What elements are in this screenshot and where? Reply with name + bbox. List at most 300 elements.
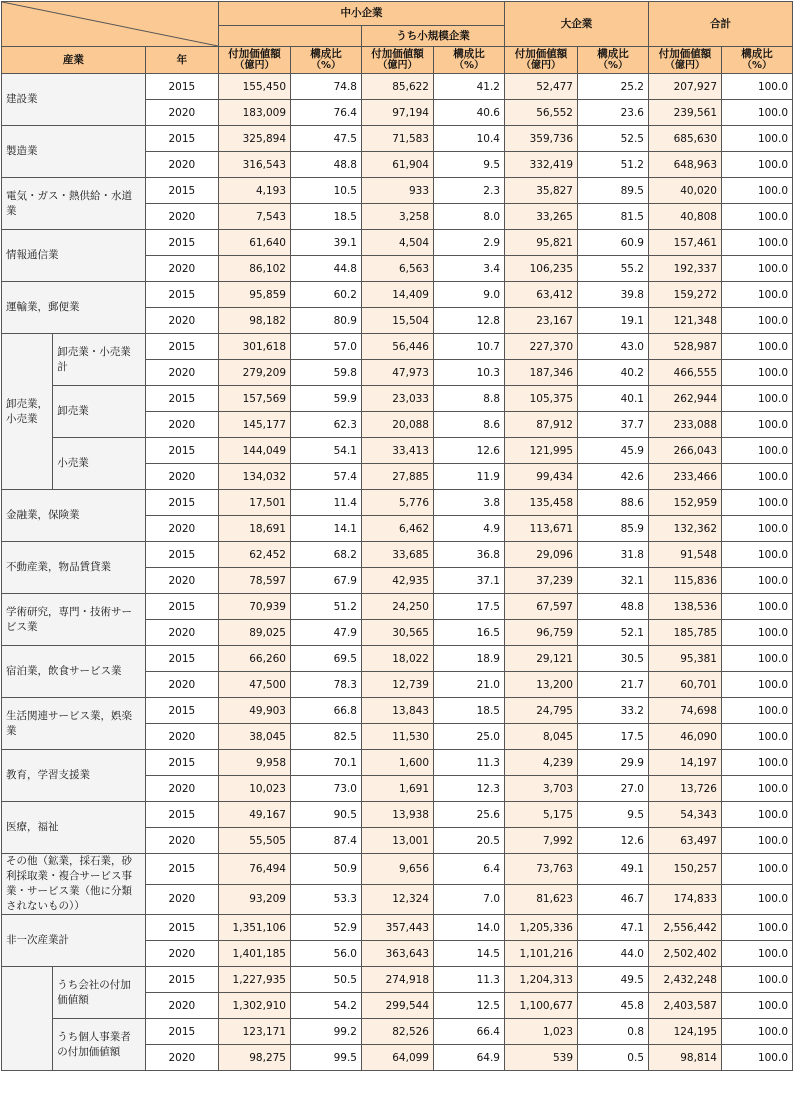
value-cell: 56,552 [505, 100, 578, 126]
industry-label: 教育，学習支援業 [2, 750, 146, 802]
value-cell: 54.1 [291, 438, 362, 464]
table-row [2, 698, 793, 724]
value-cell: 25.0 [434, 724, 505, 750]
value-cell: 138,536 [649, 594, 722, 620]
value-cell: 37.7 [578, 412, 649, 438]
value-cell: 12.6 [578, 828, 649, 854]
small-header: うち小規模企業 [362, 25, 505, 46]
value-cell: 2.9 [434, 230, 505, 256]
value-cell: 100.0 [722, 282, 793, 308]
value-cell: 3.8 [434, 490, 505, 516]
value-cell: 100.0 [722, 334, 793, 360]
value-cell: 80.9 [291, 308, 362, 334]
industry-label: 非一次産業計 [2, 915, 146, 967]
value-cell: 61,640 [219, 230, 291, 256]
value-cell: 54,343 [649, 802, 722, 828]
value-cell: 40.6 [434, 100, 505, 126]
industry-header: 産業 [2, 47, 146, 74]
value-cell: 18,022 [362, 646, 434, 672]
value-cell: 466,555 [649, 360, 722, 386]
indent-spacer [2, 967, 53, 1071]
table-row [2, 178, 793, 204]
year-cell: 2015 [145, 438, 218, 464]
subindustry-label: 卸売業 [53, 386, 145, 438]
value-cell: 152,959 [649, 490, 722, 516]
year-cell: 2020 [145, 152, 218, 178]
value-cell: 47,500 [219, 672, 291, 698]
value-cell: 73.0 [291, 776, 362, 802]
year-cell: 2020 [145, 993, 218, 1019]
value-cell: 17.5 [434, 594, 505, 620]
value-cell: 40,020 [649, 178, 722, 204]
table-row [2, 802, 793, 828]
value-cell: 29,096 [505, 542, 578, 568]
value-cell: 36.8 [434, 542, 505, 568]
value-cell: 63,412 [505, 282, 578, 308]
year-header: 年 [145, 47, 218, 74]
value-cell: 157,569 [219, 386, 291, 412]
sme-header: 中小企業 [219, 2, 505, 26]
value-cell: 11,530 [362, 724, 434, 750]
value-cell: 113,671 [505, 516, 578, 542]
value-cell: 74,698 [649, 698, 722, 724]
value-cell: 91,548 [649, 542, 722, 568]
value-cell: 233,088 [649, 412, 722, 438]
value-cell: 56,446 [362, 334, 434, 360]
value-cell: 87.4 [291, 828, 362, 854]
value-cell: 10.4 [434, 126, 505, 152]
value-cell: 18,691 [219, 516, 291, 542]
value-cell: 12.3 [434, 776, 505, 802]
value-cell: 99,434 [505, 464, 578, 490]
year-cell: 2015 [145, 1019, 218, 1045]
year-cell: 2020 [145, 516, 218, 542]
value-cell: 6.4 [434, 854, 505, 885]
value-cell: 29.9 [578, 750, 649, 776]
value-cell: 99.5 [291, 1045, 362, 1071]
value-cell: 933 [362, 178, 434, 204]
value-cell: 144,049 [219, 438, 291, 464]
value-cell: 685,630 [649, 126, 722, 152]
value-cell: 18.9 [434, 646, 505, 672]
value-cell: 100.0 [722, 542, 793, 568]
value-cell: 50.9 [291, 854, 362, 885]
value-cell: 5,776 [362, 490, 434, 516]
table-row [2, 750, 793, 776]
table-row [2, 490, 793, 516]
value-cell: 51.2 [578, 152, 649, 178]
value-cell: 20,088 [362, 412, 434, 438]
value-cell: 1,227,935 [219, 967, 291, 993]
value-cell: 100.0 [722, 646, 793, 672]
value-cell: 39.1 [291, 230, 362, 256]
industry-label: 情報通信業 [2, 230, 146, 282]
value-cell: 363,643 [362, 941, 434, 967]
value-cell: 88.6 [578, 490, 649, 516]
sme-subheader-blank [219, 25, 362, 46]
table-row [2, 967, 793, 993]
value-cell: 100.0 [722, 854, 793, 885]
value-cell: 239,561 [649, 100, 722, 126]
value-cell: 66.4 [434, 1019, 505, 1045]
value-cell: 63,497 [649, 828, 722, 854]
value-cell: 95,859 [219, 282, 291, 308]
value-cell: 23.6 [578, 100, 649, 126]
value-cell: 10.5 [291, 178, 362, 204]
value-cell: 100.0 [722, 884, 793, 915]
value-cell: 17.5 [578, 724, 649, 750]
value-cell: 13,843 [362, 698, 434, 724]
year-cell: 2020 [145, 724, 218, 750]
value-cell: 67.9 [291, 568, 362, 594]
value-cell: 132,362 [649, 516, 722, 542]
value-cell: 8.0 [434, 204, 505, 230]
industry-label: 建設業 [2, 74, 146, 126]
year-cell: 2015 [145, 646, 218, 672]
year-cell: 2015 [145, 334, 218, 360]
table-row [2, 230, 793, 256]
value-cell: 61,904 [362, 152, 434, 178]
value-cell: 47,973 [362, 360, 434, 386]
table-row [2, 126, 793, 152]
value-cell: 52.5 [578, 126, 649, 152]
value-cell: 124,195 [649, 1019, 722, 1045]
value-cell: 100.0 [722, 178, 793, 204]
value-cell: 76,494 [219, 854, 291, 885]
industry-label: 不動産業，物品賃貸業 [2, 542, 146, 594]
value-cell: 56.0 [291, 941, 362, 967]
table-row [2, 594, 793, 620]
total-header: 合計 [649, 2, 793, 47]
value-cell: 100.0 [722, 802, 793, 828]
value-cell: 100.0 [722, 152, 793, 178]
value-cell: 64.9 [434, 1045, 505, 1071]
value-cell: 62,452 [219, 542, 291, 568]
year-cell: 2020 [145, 308, 218, 334]
value-cell: 38,045 [219, 724, 291, 750]
value-cell: 3,258 [362, 204, 434, 230]
value-cell: 98,182 [219, 308, 291, 334]
value-cell: 9.5 [434, 152, 505, 178]
table-row [2, 438, 793, 464]
value-cell: 12.8 [434, 308, 505, 334]
value-cell: 60.9 [578, 230, 649, 256]
value-cell: 4.9 [434, 516, 505, 542]
value-cell: 185,785 [649, 620, 722, 646]
value-cell: 69.5 [291, 646, 362, 672]
value-cell: 7.0 [434, 884, 505, 915]
value-cell: 2,432,248 [649, 967, 722, 993]
value-cell: 70,939 [219, 594, 291, 620]
value-cell: 0.5 [578, 1045, 649, 1071]
col-large-ratio: 構成比 （%） [578, 47, 649, 74]
value-cell: 100.0 [722, 230, 793, 256]
value-cell: 121,995 [505, 438, 578, 464]
value-cell: 648,963 [649, 152, 722, 178]
value-cell: 1,351,106 [219, 915, 291, 941]
value-cell: 100.0 [722, 915, 793, 941]
value-cell: 0.8 [578, 1019, 649, 1045]
value-cell: 42,935 [362, 568, 434, 594]
value-cell: 4,239 [505, 750, 578, 776]
value-cell: 100.0 [722, 412, 793, 438]
value-cell: 183,009 [219, 100, 291, 126]
value-cell: 31.8 [578, 542, 649, 568]
value-cell: 40.2 [578, 360, 649, 386]
value-cell: 95,821 [505, 230, 578, 256]
value-cell: 98,275 [219, 1045, 291, 1071]
value-cell: 40.1 [578, 386, 649, 412]
value-cell: 159,272 [649, 282, 722, 308]
value-cell: 1,205,336 [505, 915, 578, 941]
value-cell: 55.2 [578, 256, 649, 282]
value-cell: 46.7 [578, 884, 649, 915]
value-cell: 21.0 [434, 672, 505, 698]
value-cell: 100.0 [722, 360, 793, 386]
year-cell: 2020 [145, 256, 218, 282]
value-cell: 68.2 [291, 542, 362, 568]
value-cell: 45.8 [578, 993, 649, 1019]
value-cell: 14,409 [362, 282, 434, 308]
table-body [2, 74, 793, 1071]
value-cell: 7,992 [505, 828, 578, 854]
value-cell: 11.3 [434, 967, 505, 993]
value-cell: 174,833 [649, 884, 722, 915]
industry-label: 金融業，保険業 [2, 490, 146, 542]
table-row [2, 646, 793, 672]
value-cell: 6,563 [362, 256, 434, 282]
value-cell: 1,691 [362, 776, 434, 802]
table-header [2, 2, 793, 74]
industry-label: 生活関連サービス業，娯楽業 [2, 698, 146, 750]
value-cell: 85,622 [362, 74, 434, 100]
value-cell: 37.1 [434, 568, 505, 594]
value-cell: 299,544 [362, 993, 434, 1019]
value-cell: 40,808 [649, 204, 722, 230]
value-cell: 33,413 [362, 438, 434, 464]
value-cell: 115,836 [649, 568, 722, 594]
value-cell: 17,501 [219, 490, 291, 516]
value-cell: 4,504 [362, 230, 434, 256]
value-cell: 266,043 [649, 438, 722, 464]
value-cell: 44.8 [291, 256, 362, 282]
subindustry-label: うち個人事業者の付加価値額 [53, 1019, 145, 1071]
value-cell: 45.9 [578, 438, 649, 464]
value-cell: 100.0 [722, 594, 793, 620]
value-cell: 23,033 [362, 386, 434, 412]
value-cell: 100.0 [722, 776, 793, 802]
value-cell: 78,597 [219, 568, 291, 594]
value-cell: 9.0 [434, 282, 505, 308]
value-cell: 150,257 [649, 854, 722, 885]
value-cell: 18.5 [291, 204, 362, 230]
value-cell: 100.0 [722, 516, 793, 542]
value-cell: 59.9 [291, 386, 362, 412]
value-cell: 73,763 [505, 854, 578, 885]
value-cell: 53.3 [291, 884, 362, 915]
year-cell: 2020 [145, 412, 218, 438]
value-cell: 3,703 [505, 776, 578, 802]
value-cell: 100.0 [722, 386, 793, 412]
value-cell: 87,912 [505, 412, 578, 438]
year-cell: 2015 [145, 282, 218, 308]
value-cell: 70.1 [291, 750, 362, 776]
value-cell: 29,121 [505, 646, 578, 672]
value-cell: 100.0 [722, 993, 793, 1019]
value-cell: 93,209 [219, 884, 291, 915]
value-cell: 27,885 [362, 464, 434, 490]
value-cell: 14.5 [434, 941, 505, 967]
subindustry-label: 小売業 [53, 438, 145, 490]
value-cell: 90.5 [291, 802, 362, 828]
value-cell: 96,759 [505, 620, 578, 646]
value-cell: 48.8 [578, 594, 649, 620]
value-cell: 98,814 [649, 1045, 722, 1071]
year-cell: 2015 [145, 178, 218, 204]
value-cell: 54.2 [291, 993, 362, 1019]
table-row [2, 915, 793, 941]
value-cell: 9,656 [362, 854, 434, 885]
subindustry-label: 卸売業・小売業計 [53, 334, 145, 386]
value-cell: 89.5 [578, 178, 649, 204]
value-cell: 100.0 [722, 828, 793, 854]
value-cell: 51.2 [291, 594, 362, 620]
value-cell: 55,505 [219, 828, 291, 854]
industry-label: 学術研究，専門・技術サービス業 [2, 594, 146, 646]
value-cell: 3.4 [434, 256, 505, 282]
value-cell: 60,701 [649, 672, 722, 698]
value-cell: 33.2 [578, 698, 649, 724]
value-cell: 5,175 [505, 802, 578, 828]
value-cell: 100.0 [722, 74, 793, 100]
year-cell: 2015 [145, 490, 218, 516]
year-cell: 2020 [145, 828, 218, 854]
industry-label: 電気・ガス・熱供給・水道業 [2, 178, 146, 230]
value-cell: 100.0 [722, 672, 793, 698]
value-cell: 89,025 [219, 620, 291, 646]
value-cell: 100.0 [722, 126, 793, 152]
value-cell: 12,324 [362, 884, 434, 915]
value-cell: 2.3 [434, 178, 505, 204]
year-cell: 2015 [145, 802, 218, 828]
value-cell: 100.0 [722, 464, 793, 490]
value-cell: 95,381 [649, 646, 722, 672]
large-header: 大企業 [505, 2, 649, 47]
year-cell: 2020 [145, 776, 218, 802]
year-cell: 2020 [145, 360, 218, 386]
value-cell: 99.2 [291, 1019, 362, 1045]
value-cell: 1,023 [505, 1019, 578, 1045]
value-cell: 37,239 [505, 568, 578, 594]
industry-label: 宿泊業，飲食サービス業 [2, 646, 146, 698]
year-cell: 2015 [145, 386, 218, 412]
value-cell: 24,250 [362, 594, 434, 620]
year-cell: 2015 [145, 967, 218, 993]
value-cell: 39.8 [578, 282, 649, 308]
industry-label: その他（鉱業，採石業，砂利採取業・複合サービス事業・サービス業（他に分類されないもの）） [2, 854, 146, 915]
industry-label: 医療，福祉 [2, 802, 146, 854]
value-cell: 14.1 [291, 516, 362, 542]
value-cell: 12.5 [434, 993, 505, 1019]
value-cell: 66,260 [219, 646, 291, 672]
value-cell: 100.0 [722, 724, 793, 750]
value-cell: 1,600 [362, 750, 434, 776]
value-cell: 76.4 [291, 100, 362, 126]
year-cell: 2020 [145, 464, 218, 490]
value-cell: 2,502,402 [649, 941, 722, 967]
table-row [2, 854, 793, 885]
value-cell: 274,918 [362, 967, 434, 993]
value-cell: 8,045 [505, 724, 578, 750]
value-cell: 57.4 [291, 464, 362, 490]
year-cell: 2015 [145, 126, 218, 152]
value-cell: 47.1 [578, 915, 649, 941]
value-cell: 316,543 [219, 152, 291, 178]
value-cell: 52.9 [291, 915, 362, 941]
value-cell: 100.0 [722, 620, 793, 646]
value-cell: 47.5 [291, 126, 362, 152]
value-cell: 47.9 [291, 620, 362, 646]
value-cell: 1,302,910 [219, 993, 291, 1019]
value-cell: 32.1 [578, 568, 649, 594]
value-cell: 332,419 [505, 152, 578, 178]
value-cell: 100.0 [722, 750, 793, 776]
year-cell: 2015 [145, 915, 218, 941]
table-row [2, 1019, 793, 1045]
value-cell: 123,171 [219, 1019, 291, 1045]
value-cell: 301,618 [219, 334, 291, 360]
value-cell: 100.0 [722, 438, 793, 464]
value-cell: 2,403,587 [649, 993, 722, 1019]
value-cell: 13,726 [649, 776, 722, 802]
value-cell: 121,348 [649, 308, 722, 334]
value-cell: 100.0 [722, 698, 793, 724]
value-cell: 82,526 [362, 1019, 434, 1045]
value-cell: 62.3 [291, 412, 362, 438]
value-cell: 233,466 [649, 464, 722, 490]
value-cell: 105,375 [505, 386, 578, 412]
value-cell: 30,565 [362, 620, 434, 646]
year-cell: 2015 [145, 74, 218, 100]
year-cell: 2015 [145, 594, 218, 620]
value-cell: 187,346 [505, 360, 578, 386]
value-cell: 52,477 [505, 74, 578, 100]
value-cell: 78.3 [291, 672, 362, 698]
value-cell: 30.5 [578, 646, 649, 672]
value-cell: 155,450 [219, 74, 291, 100]
value-cell: 9,958 [219, 750, 291, 776]
year-cell: 2015 [145, 542, 218, 568]
year-cell: 2020 [145, 620, 218, 646]
value-cell: 81,623 [505, 884, 578, 915]
value-cell: 66.8 [291, 698, 362, 724]
value-cell: 35,827 [505, 178, 578, 204]
value-cell: 42.6 [578, 464, 649, 490]
value-cell: 49.1 [578, 854, 649, 885]
value-cell: 25.6 [434, 802, 505, 828]
value-cell: 59.8 [291, 360, 362, 386]
value-cell: 10.7 [434, 334, 505, 360]
year-cell: 2015 [145, 698, 218, 724]
value-cell: 325,894 [219, 126, 291, 152]
value-cell: 33,265 [505, 204, 578, 230]
value-cell: 100.0 [722, 308, 793, 334]
value-cell: 71,583 [362, 126, 434, 152]
value-cell: 49,903 [219, 698, 291, 724]
value-cell: 8.8 [434, 386, 505, 412]
table-row [2, 74, 793, 100]
value-cell: 7,543 [219, 204, 291, 230]
